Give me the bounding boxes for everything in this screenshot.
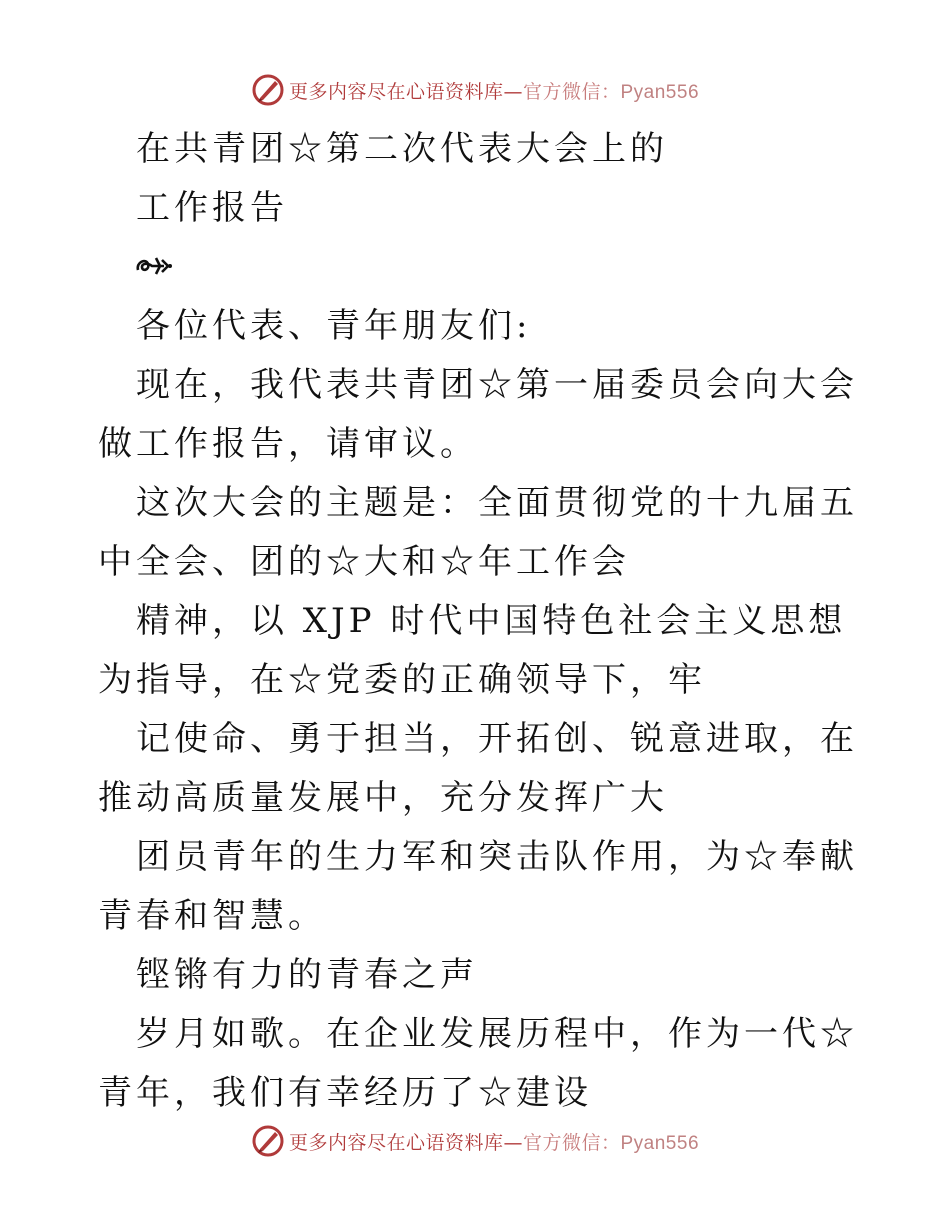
watermark-site-text: 更多内容尽在心语资料库 [288, 1131, 504, 1154]
footer-watermark [0, 1124, 950, 1158]
paragraph-youth: 团员青年的生力军和突击队作用，为☆奉献青春和智慧。 [98, 837, 858, 936]
paragraph-theme: 这次大会的主题是：全面贯彻党的十九届五中全会、团的☆大和☆年工作会 [98, 483, 858, 582]
paragraph-spirit: 精神，以 XJP 时代中国特色社会主义思想为指导，在☆党委的正确领导下，牢 [98, 601, 847, 700]
paragraph-history: 岁月如歌。在企业发展历程中，作为一代☆青年，我们有幸经历了☆建设 [98, 1014, 858, 1113]
watermark-separator: — [503, 80, 523, 103]
paragraph-report-intro: 现在，我代表共青团☆第一届委员会向大会做工作报告，请审议。 [98, 365, 858, 464]
paragraph-mission: 记使命、勇于担当，开拓创、锐意进取，在推动高质量发展中，充分发挥广大 [98, 719, 858, 818]
watermark-separator: — [503, 1131, 523, 1154]
quill-pen-icon [251, 73, 285, 107]
watermark-wechat-id: Pyan556 [620, 1132, 700, 1154]
section-heading: 铿锵有力的青春之声 [136, 955, 478, 995]
paragraph-greeting: 各位代表、青年朋友们: [136, 306, 532, 346]
scroll-flourish-icon [134, 252, 174, 278]
header-watermark [0, 73, 950, 107]
document-title-line-2: 工作报告 [136, 188, 288, 228]
quill-pen-icon [251, 1124, 285, 1158]
watermark-site-text: 更多内容尽在心语资料库 [288, 80, 504, 103]
document-body [98, 120, 858, 1123]
ornament-row [98, 238, 858, 297]
watermark-wechat-label: 官方微信： [522, 80, 621, 103]
watermark-wechat-id: Pyan556 [620, 81, 700, 103]
document-title-line-1: 在共青团☆第二次代表大会上的 [136, 129, 668, 169]
watermark-wechat-label: 官方微信： [522, 1131, 621, 1154]
